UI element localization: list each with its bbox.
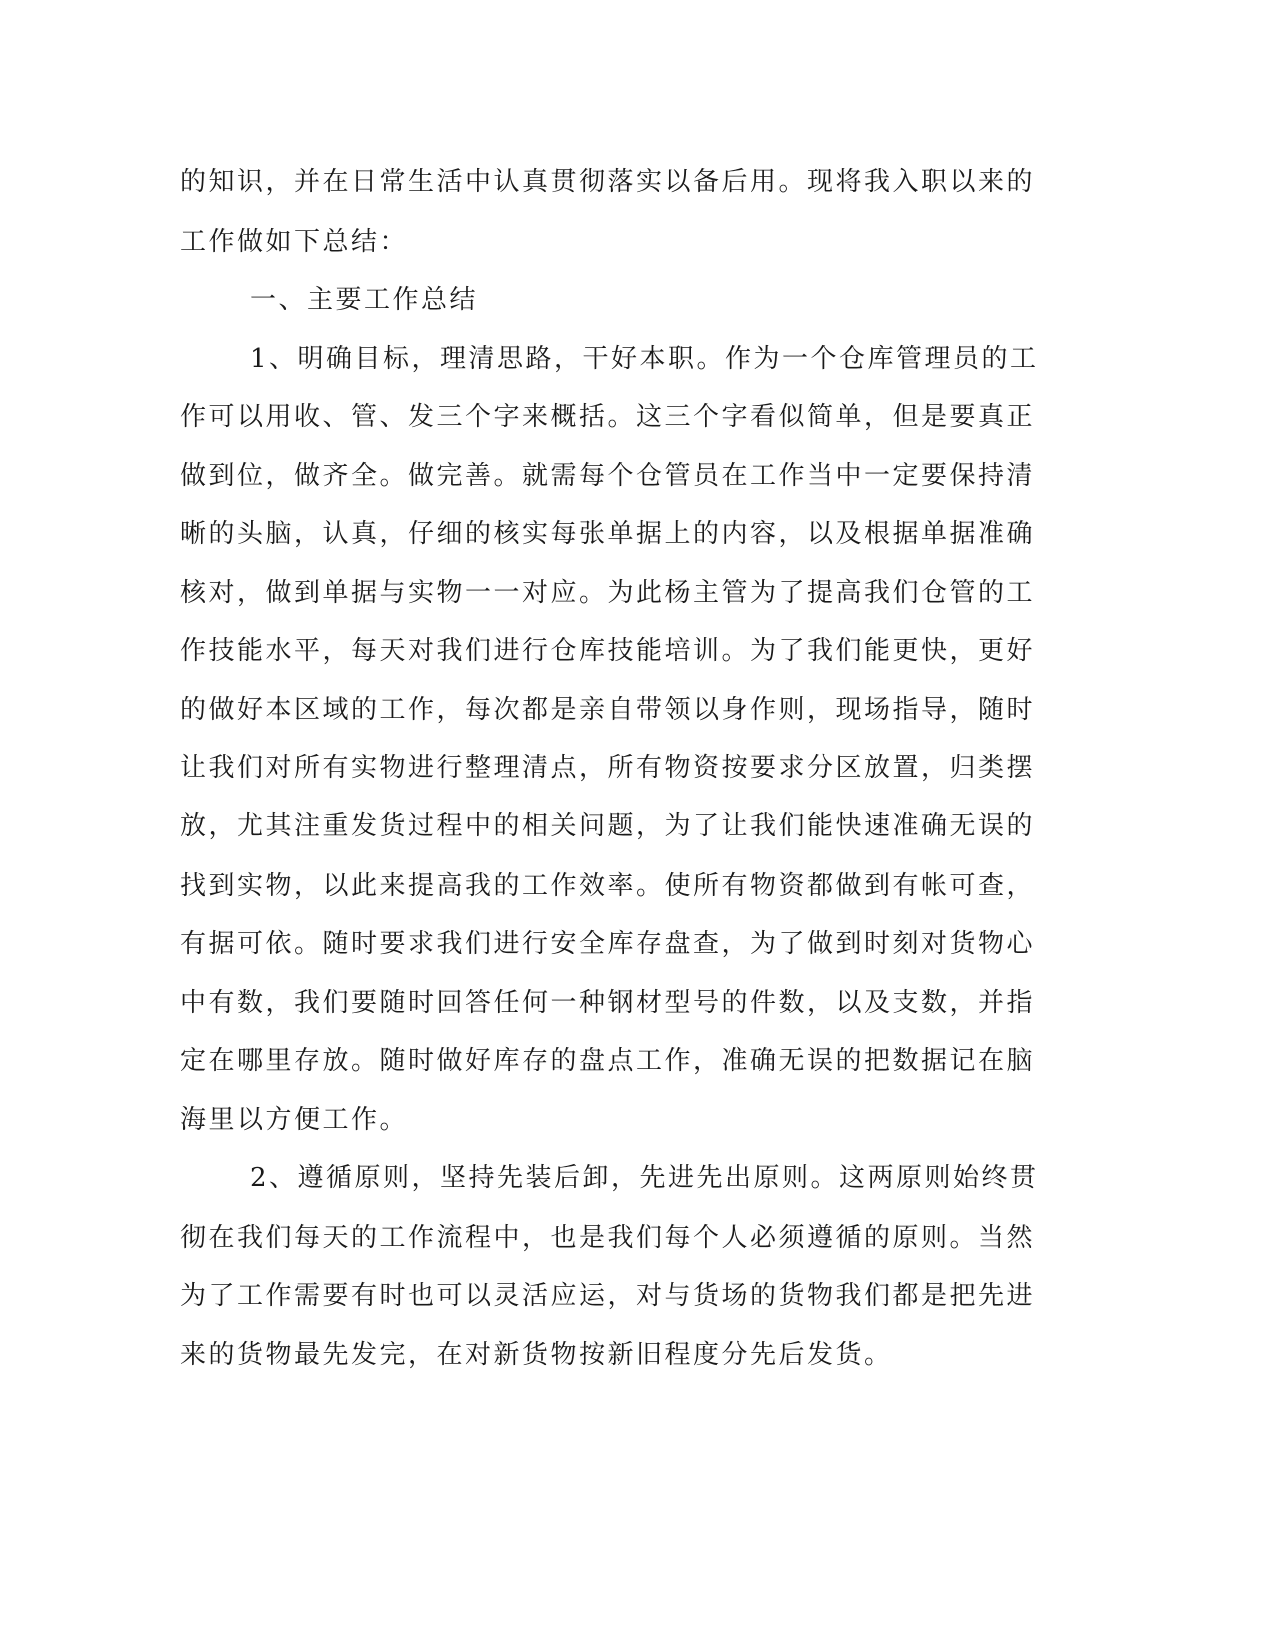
- text-line: 的知识，并在日常生活中认真贯彻落实以备后用。现将我入职以来的: [180, 167, 1036, 197]
- text-line: 有据可依。随时要求我们进行安全库存盘查，为了做到时刻对货物心: [180, 929, 1036, 959]
- text-line: 为了工作需要有时也可以灵活应运，对与货场的货物我们都是把先进: [180, 1281, 1036, 1311]
- text-line: 中有数，我们要随时回答任何一种钢材型号的件数，以及支数，并指: [180, 988, 1036, 1018]
- text-line: 让我们对所有实物进行整理清点，所有物资按要求分区放置，归类摆: [180, 753, 1036, 783]
- text-line: 找到实物，以此来提高我的工作效率。使所有物资都做到有帐可查，: [180, 871, 1036, 901]
- text-line: 2、遵循原则，坚持先装后卸，先进先出原则。这两原则始终贯: [250, 1163, 1039, 1193]
- text-line: 做到位，做齐全。做完善。就需每个仓管员在工作当中一定要保持清: [180, 461, 1036, 491]
- text-line: 来的货物最先发完，在对新货物按新旧程度分先后发货。: [180, 1340, 893, 1370]
- text-line: 核对，做到单据与实物一一对应。为此杨主管为了提高我们仓管的工: [180, 578, 1036, 608]
- text-line: 作技能水平，每天对我们进行仓库技能培训。为了我们能更快，更好: [180, 636, 1036, 666]
- text-line: 的做好本区域的工作，每次都是亲自带领以身作则，现场指导，随时: [180, 695, 1036, 725]
- text-line: 海里以方便工作。: [180, 1105, 409, 1135]
- text-line: 定在哪里存放。随时做好库存的盘点工作，准确无误的把数据记在脑: [180, 1046, 1036, 1076]
- section-heading: 一、主要工作总结: [250, 285, 479, 315]
- text-line: 彻在我们每天的工作流程中，也是我们每个人必须遵循的原则。当然: [180, 1223, 1036, 1253]
- text-line: 放，尤其注重发货过程中的相关问题，为了让我们能快速准确无误的: [180, 811, 1036, 841]
- text-line: 工作做如下总结：: [180, 227, 409, 257]
- text-line: 作可以用收、管、发三个字来概括。这三个字看似简单，但是要真正: [180, 402, 1036, 432]
- text-line: 晰的头脑，认真，仔细的核实每张单据上的内容，以及根据单据准确: [180, 519, 1036, 549]
- text-line: 1、明确目标，理清思路，干好本职。作为一个仓库管理员的工: [250, 344, 1039, 374]
